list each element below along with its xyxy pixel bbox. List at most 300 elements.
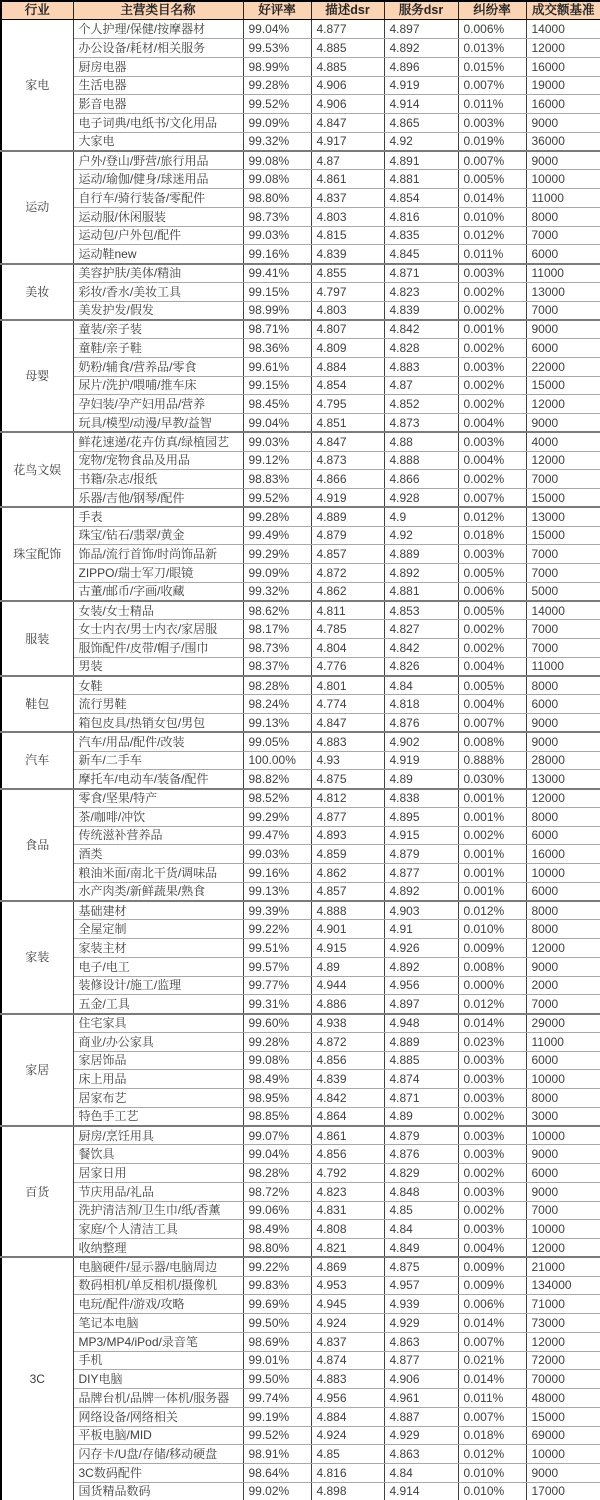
dispute-cell: 0.010% (458, 920, 526, 939)
service_dsr-cell: 4.956 (384, 976, 458, 995)
service_dsr-cell: 4.877 (384, 1351, 458, 1370)
table-row (1, 1314, 600, 1333)
dispute-cell: 0.003% (458, 1145, 526, 1164)
table-row (1, 995, 600, 1014)
desc_dsr-cell: 4.885 (311, 57, 384, 76)
desc_dsr-cell: 4.89 (311, 957, 384, 976)
category-cell: 品牌台机/品牌一体机/服务器 (73, 1389, 243, 1408)
rating-cell: 99.13% (243, 714, 311, 733)
dispute-cell: 0.005% (458, 170, 526, 189)
dispute-cell: 0.001% (458, 789, 526, 808)
category-cell: 传统滋补营养品 (73, 826, 243, 845)
rating-cell: 99.29% (243, 545, 311, 564)
industry-cell: 美妆 (1, 264, 73, 320)
service_dsr-cell: 4.84 (384, 1220, 458, 1239)
rating-cell: 99.51% (243, 939, 311, 958)
gmv-cell: 8000 (526, 901, 600, 920)
desc_dsr-cell: 4.93 (311, 751, 384, 770)
table-row (1, 507, 600, 526)
desc_dsr-cell: 4.837 (311, 1332, 384, 1351)
table-row (1, 620, 600, 639)
category-cell: 女鞋 (73, 676, 243, 695)
dispute-cell: 0.001% (458, 320, 526, 339)
desc_dsr-cell: 4.85 (311, 1445, 384, 1464)
category-cell: 美发护发/假发 (73, 301, 243, 320)
dispute-cell: 0.003% (458, 1220, 526, 1239)
service_dsr-cell: 4.929 (384, 1426, 458, 1445)
dispute-cell: 0.007% (458, 76, 526, 95)
desc_dsr-cell: 4.839 (311, 1070, 384, 1089)
dispute-cell: 0.004% (458, 414, 526, 433)
service_dsr-cell: 4.838 (384, 789, 458, 808)
category-cell: 特色手工艺 (73, 1107, 243, 1126)
gmv-cell: 7000 (526, 545, 600, 564)
industry-cell: 母婴 (1, 320, 73, 433)
service_dsr-cell: 4.845 (384, 245, 458, 264)
desc_dsr-cell: 4.885 (311, 39, 384, 58)
dispute-cell: 0.003% (458, 1051, 526, 1070)
rating-cell: 99.15% (243, 282, 311, 301)
industry-cell: 家电 (1, 20, 73, 151)
service_dsr-cell: 4.85 (384, 1201, 458, 1220)
service_dsr-cell: 4.903 (384, 901, 458, 920)
desc_dsr-cell: 4.847 (311, 432, 384, 451)
dispute-cell: 0.005% (458, 676, 526, 695)
service_dsr-cell: 4.889 (384, 1032, 458, 1051)
dispute-cell: 0.023% (458, 1032, 526, 1051)
gmv-cell: 12000 (526, 1239, 600, 1258)
desc_dsr-cell: 4.862 (311, 864, 384, 883)
desc_dsr-cell: 4.877 (311, 20, 384, 39)
gmv-cell: 9000 (526, 1464, 600, 1483)
table-row (1, 1276, 600, 1295)
table-row (1, 1389, 600, 1408)
category-cell: 家装主材 (73, 939, 243, 958)
service_dsr-cell: 4.914 (384, 95, 458, 114)
gmv-cell: 9000 (526, 151, 600, 170)
gmv-cell: 5000 (526, 582, 600, 601)
table-row (1, 320, 600, 339)
desc_dsr-cell: 4.795 (311, 395, 384, 414)
table-row (1, 1220, 600, 1239)
table-row (1, 376, 600, 395)
rating-cell: 99.03% (243, 432, 311, 451)
dispute-cell: 0.008% (458, 957, 526, 976)
desc_dsr-cell: 4.839 (311, 245, 384, 264)
desc_dsr-cell: 4.801 (311, 676, 384, 695)
rating-cell: 98.24% (243, 695, 311, 714)
service_dsr-cell: 4.919 (384, 751, 458, 770)
table-row (1, 301, 600, 320)
service_dsr-cell: 4.865 (384, 114, 458, 133)
rating-cell: 99.01% (243, 1351, 311, 1370)
gmv-cell: 8000 (526, 1089, 600, 1108)
dispute-cell: 0.011% (458, 95, 526, 114)
category-cell: 住宅家具 (73, 1014, 243, 1033)
desc_dsr-cell: 4.774 (311, 695, 384, 714)
gmv-cell: 9000 (526, 320, 600, 339)
category-cell: 装修设计/施工/监理 (73, 976, 243, 995)
dispute-cell: 0.014% (458, 1014, 526, 1033)
category-cell: 孕妇装/孕产妇用品/营养 (73, 395, 243, 414)
gmv-cell: 8000 (526, 920, 600, 939)
rating-cell: 98.49% (243, 1220, 311, 1239)
gmv-cell: 12000 (526, 395, 600, 414)
rating-cell: 99.04% (243, 20, 311, 39)
rating-cell: 99.22% (243, 920, 311, 939)
dispute-cell: 0.002% (458, 1107, 526, 1126)
gmv-cell: 12000 (526, 939, 600, 958)
service_dsr-cell: 4.874 (384, 1070, 458, 1089)
table-row (1, 226, 600, 245)
dispute-cell: 0.019% (458, 132, 526, 151)
rating-cell: 99.06% (243, 1201, 311, 1220)
gmv-cell: 16000 (526, 845, 600, 864)
service_dsr-cell: 4.881 (384, 170, 458, 189)
rating-cell: 98.91% (243, 1445, 311, 1464)
gmv-cell: 9000 (526, 732, 600, 751)
desc_dsr-cell: 4.872 (311, 564, 384, 583)
gmv-cell: 15000 (526, 526, 600, 545)
category-cell: 宠物/宠物食品及用品 (73, 451, 243, 470)
rating-cell: 99.05% (243, 732, 311, 751)
service_dsr-cell: 4.835 (384, 226, 458, 245)
dispute-cell: 0.009% (458, 1276, 526, 1295)
category-cell: 家居饰品 (73, 1051, 243, 1070)
dispute-cell: 0.012% (458, 995, 526, 1014)
rating-cell: 99.77% (243, 976, 311, 995)
dispute-cell: 0.003% (458, 264, 526, 283)
service_dsr-cell: 4.877 (384, 864, 458, 883)
category-cell: 厨房/烹饪用具 (73, 1126, 243, 1145)
rating-cell: 99.31% (243, 995, 311, 1014)
table-row (1, 1070, 600, 1089)
dispute-cell: 0.002% (458, 639, 526, 658)
service_dsr-cell: 4.906 (384, 1370, 458, 1389)
table-row (1, 470, 600, 489)
desc_dsr-cell: 4.785 (311, 620, 384, 639)
desc_dsr-cell: 4.872 (311, 1032, 384, 1051)
dispute-cell: 0.006% (458, 582, 526, 601)
desc_dsr-cell: 4.883 (311, 732, 384, 751)
service_dsr-cell: 4.842 (384, 639, 458, 658)
table-row (1, 601, 600, 620)
service_dsr-cell: 4.914 (384, 1482, 458, 1500)
gmv-cell: 6000 (526, 1051, 600, 1070)
service_dsr-cell: 4.84 (384, 1464, 458, 1483)
category-cell: 商业/办公家具 (73, 1032, 243, 1051)
dispute-cell: 0.012% (458, 901, 526, 920)
service_dsr-cell: 4.892 (384, 882, 458, 901)
gmv-cell: 10000 (526, 170, 600, 189)
rating-cell: 99.12% (243, 451, 311, 470)
industry-cell: 百货 (1, 1126, 73, 1257)
service_dsr-cell: 4.852 (384, 395, 458, 414)
desc_dsr-cell: 4.862 (311, 582, 384, 601)
dispute-cell: 0.002% (458, 470, 526, 489)
table-row (1, 1295, 600, 1314)
gmv-cell: 6000 (526, 339, 600, 358)
rating-cell: 98.37% (243, 657, 311, 676)
dispute-cell: 0.002% (458, 282, 526, 301)
category-cell: 生活电器 (73, 76, 243, 95)
category-cell: 乐器/吉他/钢琴/配件 (73, 489, 243, 508)
desc_dsr-cell: 4.809 (311, 339, 384, 358)
desc_dsr-cell: 4.837 (311, 189, 384, 208)
rating-cell: 99.08% (243, 170, 311, 189)
table-row (1, 882, 600, 901)
desc_dsr-cell: 4.886 (311, 995, 384, 1014)
gmv-cell: 134000 (526, 1276, 600, 1295)
industry-cell: 运动 (1, 151, 73, 264)
rating-cell: 99.50% (243, 1370, 311, 1389)
category-cell: 摩托车/电动车/装备/配件 (73, 770, 243, 789)
desc_dsr-cell: 4.812 (311, 789, 384, 808)
desc_dsr-cell: 4.776 (311, 657, 384, 676)
desc_dsr-cell: 4.855 (311, 264, 384, 283)
dispute-cell: 0.018% (458, 1426, 526, 1445)
table-row (1, 189, 600, 208)
gmv-cell: 10000 (526, 1070, 600, 1089)
desc_dsr-cell: 4.856 (311, 1145, 384, 1164)
category-cell: 美容护肤/美体/精油 (73, 264, 243, 283)
dispute-cell: 0.006% (458, 20, 526, 39)
dispute-cell: 0.000% (458, 976, 526, 995)
category-cell: 女装/女士精品 (73, 601, 243, 620)
category-cell: 基础建材 (73, 901, 243, 920)
table-row (1, 1051, 600, 1070)
desc_dsr-cell: 4.883 (311, 1370, 384, 1389)
col-header-desc_dsr: 描述dsr (311, 1, 384, 20)
rating-cell: 98.99% (243, 301, 311, 320)
gmv-cell: 16000 (526, 95, 600, 114)
gmv-cell: 6000 (526, 882, 600, 901)
rating-cell: 99.13% (243, 882, 311, 901)
dispute-cell: 0.005% (458, 564, 526, 583)
dispute-cell: 0.014% (458, 1314, 526, 1333)
table-row (1, 1257, 600, 1276)
service_dsr-cell: 4.928 (384, 489, 458, 508)
service_dsr-cell: 4.915 (384, 826, 458, 845)
industry-cell: 鞋包 (1, 676, 73, 732)
table-row (1, 57, 600, 76)
category-cell: 居家日用 (73, 1164, 243, 1183)
dispute-cell: 0.011% (458, 245, 526, 264)
service_dsr-cell: 4.957 (384, 1276, 458, 1295)
rating-cell: 98.28% (243, 1164, 311, 1183)
dispute-cell: 0.012% (458, 507, 526, 526)
service_dsr-cell: 4.848 (384, 1182, 458, 1201)
gmv-cell: 11000 (526, 1032, 600, 1051)
category-cell: 电脑硬件/显示器/电脑周边 (73, 1257, 243, 1276)
table-row (1, 170, 600, 189)
table-row (1, 95, 600, 114)
gmv-cell: 9000 (526, 957, 600, 976)
category-cell: 手机 (73, 1351, 243, 1370)
table-row (1, 1370, 600, 1389)
rating-cell: 99.32% (243, 132, 311, 151)
table-row (1, 545, 600, 564)
desc_dsr-cell: 4.851 (311, 414, 384, 433)
rating-cell: 98.82% (243, 770, 311, 789)
gmv-cell: 10000 (526, 864, 600, 883)
table-row (1, 751, 600, 770)
dispute-cell: 0.003% (458, 1070, 526, 1089)
table-row (1, 732, 600, 751)
service_dsr-cell: 4.863 (384, 1332, 458, 1351)
service_dsr-cell: 4.891 (384, 151, 458, 170)
service_dsr-cell: 4.839 (384, 301, 458, 320)
desc_dsr-cell: 4.869 (311, 1257, 384, 1276)
desc_dsr-cell: 4.915 (311, 939, 384, 958)
desc_dsr-cell: 4.816 (311, 1464, 384, 1483)
table-row (1, 657, 600, 676)
rating-cell: 99.83% (243, 1276, 311, 1295)
dispute-cell: 0.007% (458, 1332, 526, 1351)
rating-cell: 99.07% (243, 1126, 311, 1145)
rating-cell: 98.71% (243, 320, 311, 339)
rating-cell: 99.52% (243, 489, 311, 508)
dispute-cell: 0.015% (458, 57, 526, 76)
dispute-cell: 0.006% (458, 1295, 526, 1314)
rating-cell: 99.49% (243, 526, 311, 545)
desc_dsr-cell: 4.842 (311, 1089, 384, 1108)
service_dsr-cell: 4.875 (384, 1257, 458, 1276)
gmv-cell: 48000 (526, 1389, 600, 1408)
service_dsr-cell: 4.876 (384, 1145, 458, 1164)
category-cell: 运动鞋new (73, 245, 243, 264)
gmv-cell: 9000 (526, 1182, 600, 1201)
table-body (1, 20, 600, 1500)
table-row (1, 564, 600, 583)
rating-cell: 99.28% (243, 507, 311, 526)
gmv-cell: 15000 (526, 376, 600, 395)
rating-cell: 99.16% (243, 245, 311, 264)
category-cell: 服饰配件/皮带/帽子/围巾 (73, 639, 243, 658)
header-row (1, 1, 600, 20)
dispute-cell: 0.018% (458, 526, 526, 545)
service_dsr-cell: 4.828 (384, 339, 458, 358)
table-row (1, 526, 600, 545)
gmv-cell: 7000 (526, 1201, 600, 1220)
gmv-cell: 7000 (526, 620, 600, 639)
category-cell: 网络设备/网络相关 (73, 1407, 243, 1426)
gmv-cell: 7000 (526, 226, 600, 245)
gmv-cell: 8000 (526, 807, 600, 826)
desc_dsr-cell: 4.901 (311, 920, 384, 939)
desc_dsr-cell: 4.87 (311, 151, 384, 170)
category-cell: 珠宝/钻石/翡翠/黄金 (73, 526, 243, 545)
rating-cell: 99.28% (243, 76, 311, 95)
rating-cell: 99.08% (243, 1051, 311, 1070)
dispute-cell: 0.002% (458, 826, 526, 845)
gmv-cell: 15000 (526, 1407, 600, 1426)
gmv-cell: 14000 (526, 601, 600, 620)
table-row (1, 357, 600, 376)
table-row (1, 770, 600, 789)
gmv-cell: 13000 (526, 507, 600, 526)
rating-cell: 98.64% (243, 1464, 311, 1483)
desc_dsr-cell: 4.856 (311, 1051, 384, 1070)
dispute-cell: 0.003% (458, 432, 526, 451)
gmv-cell: 4000 (526, 432, 600, 451)
desc_dsr-cell: 4.866 (311, 470, 384, 489)
table-row (1, 245, 600, 264)
rating-cell: 99.74% (243, 1389, 311, 1408)
table-row (1, 1014, 600, 1033)
category-cell: 玩具/模型/动漫/早教/益智 (73, 414, 243, 433)
table-row (1, 20, 600, 39)
table-row (1, 845, 600, 864)
gmv-cell: 11000 (526, 264, 600, 283)
table-row (1, 395, 600, 414)
rating-cell: 99.19% (243, 1407, 311, 1426)
category-cell: 女士内衣/男士内衣/家居服 (73, 620, 243, 639)
rating-cell: 99.03% (243, 845, 311, 864)
gmv-cell: 12000 (526, 451, 600, 470)
dispute-cell: 0.004% (458, 451, 526, 470)
desc_dsr-cell: 4.906 (311, 76, 384, 95)
category-cell: 童鞋/亲子鞋 (73, 339, 243, 358)
rating-cell: 99.03% (243, 226, 311, 245)
table-row (1, 976, 600, 995)
category-cell: 童装/亲子装 (73, 320, 243, 339)
desc_dsr-cell: 4.847 (311, 714, 384, 733)
rating-cell: 99.61% (243, 357, 311, 376)
category-cell: 彩妆/香水/美妆工具 (73, 282, 243, 301)
category-cell: 鲜花速递/花卉仿真/绿植园艺 (73, 432, 243, 451)
category-cell: 运动/瑜伽/健身/球迷用品 (73, 170, 243, 189)
dispute-cell: 0.003% (458, 1089, 526, 1108)
table-row (1, 151, 600, 170)
dispute-cell: 0.002% (458, 1201, 526, 1220)
desc_dsr-cell: 4.857 (311, 545, 384, 564)
industry-cell: 3C (1, 1257, 73, 1500)
rating-cell: 98.95% (243, 1089, 311, 1108)
table-row (1, 114, 600, 133)
category-cell: 电子/电工 (73, 957, 243, 976)
gmv-cell: 7000 (526, 639, 600, 658)
table-row (1, 339, 600, 358)
desc_dsr-cell: 4.803 (311, 207, 384, 226)
gmv-cell: 8000 (526, 207, 600, 226)
desc_dsr-cell: 4.807 (311, 320, 384, 339)
gmv-cell: 17000 (526, 1482, 600, 1500)
table-row (1, 432, 600, 451)
table-row (1, 714, 600, 733)
gmv-cell: 11000 (526, 657, 600, 676)
category-cell: 五金/工具 (73, 995, 243, 1014)
category-cell: 电玩/配件/游戏/攻略 (73, 1295, 243, 1314)
rating-cell: 98.36% (243, 339, 311, 358)
table-row (1, 414, 600, 433)
table-row (1, 582, 600, 601)
table-row (1, 695, 600, 714)
dispute-cell: 0.007% (458, 1407, 526, 1426)
service_dsr-cell: 4.827 (384, 620, 458, 639)
industry-cell: 花鸟文娱 (1, 432, 73, 507)
category-cell: 洗护清洁剂/卫生巾/纸/香薰 (73, 1201, 243, 1220)
service_dsr-cell: 4.889 (384, 545, 458, 564)
desc_dsr-cell: 4.831 (311, 1201, 384, 1220)
category-cell: 厨房电器 (73, 57, 243, 76)
gmv-cell: 72000 (526, 1351, 600, 1370)
dispute-cell: 0.002% (458, 395, 526, 414)
service_dsr-cell: 4.818 (384, 695, 458, 714)
service_dsr-cell: 4.892 (384, 957, 458, 976)
gmv-cell: 12000 (526, 39, 600, 58)
desc_dsr-cell: 4.864 (311, 1107, 384, 1126)
